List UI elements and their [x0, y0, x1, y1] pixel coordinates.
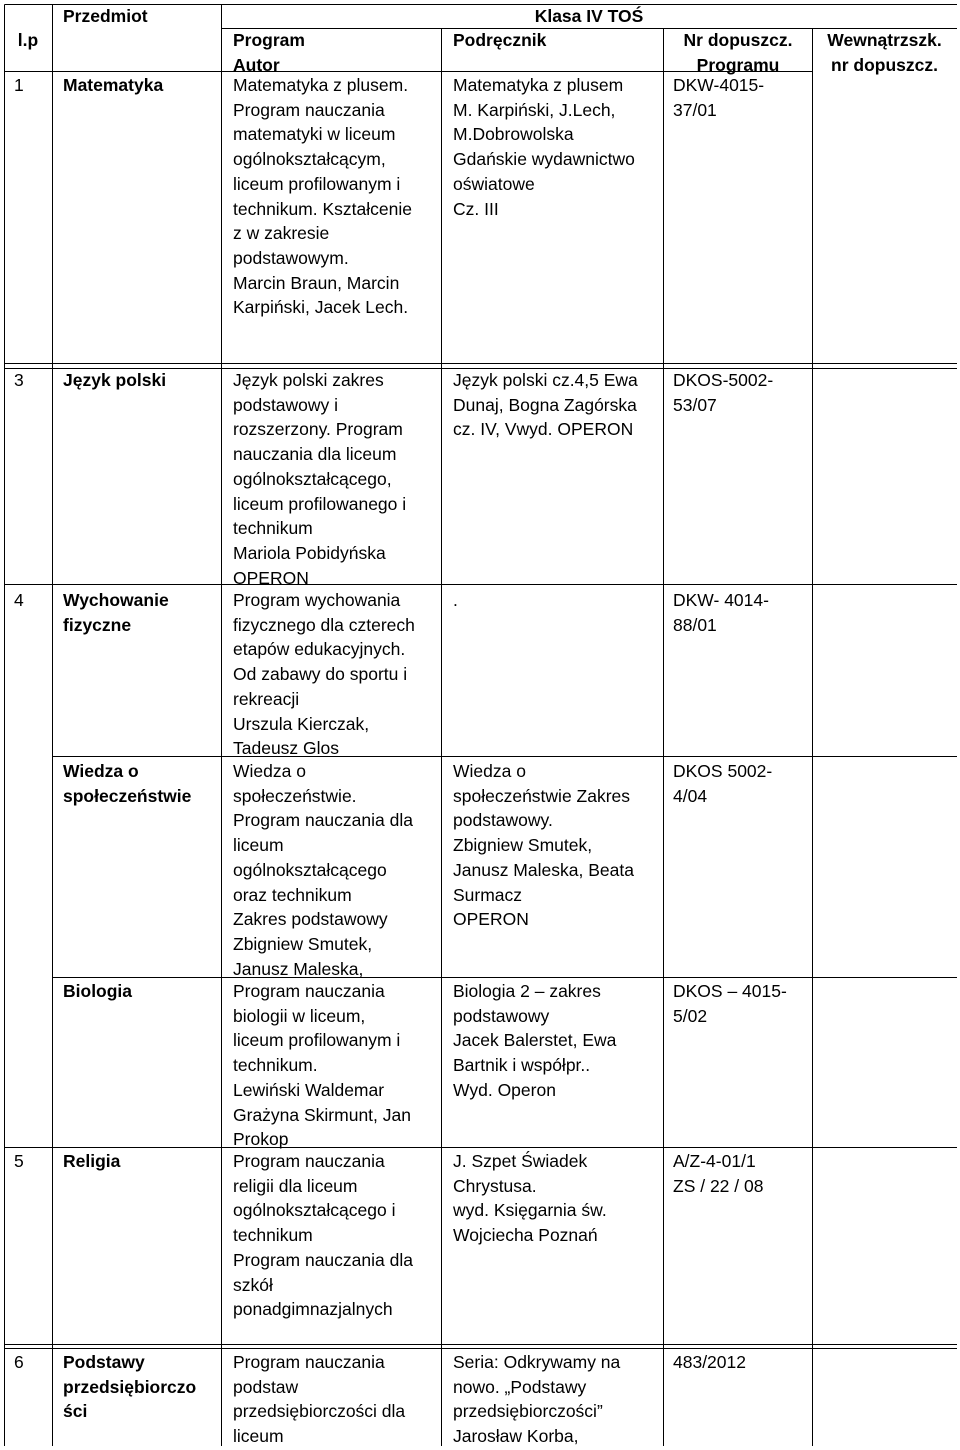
- row-number: 1: [14, 75, 24, 95]
- subject-cell: Biologia: [63, 981, 133, 1001]
- header-internal: Wewnątrzszk. nr dopuszcz.: [827, 30, 942, 75]
- header-textbook: Podręcznik: [453, 30, 547, 50]
- program-cell: Matematyka z plusem. Program nauczania matematyki w liceum ogólnokształcącym, liceum profilowanym i technikum. Kształcenie z w zakresie podstawowym. Marcin Braun, Marcin Karpiński, Jacek Lech.: [233, 75, 412, 318]
- approval-cell: DKOS-5002- 53/07: [673, 370, 774, 415]
- program-cell: Program nauczania podstaw przedsiębiorczości dla liceum: [233, 1352, 406, 1447]
- header-lp: l.p: [17, 30, 39, 50]
- program-cell: Język polski zakres podstawowy i rozszerzony. Program nauczania dla liceum ogólnokształcącego, liceum profilowanego i technikum Mariola Pobidyńska OPERON: [233, 370, 407, 588]
- approval-cell: DKW-4015- 37/01: [673, 75, 765, 120]
- subject-cell: Wiedza o społeczeństwie: [63, 761, 192, 806]
- textbook-cell: Język polski cz.4,5 Ewa Dunaj, Bogna Zagórska cz. IV, Vwyd. OPERON: [453, 370, 638, 440]
- textbook-cell: Wiedza o społeczeństwie Zakres podstawowy. Zbigniew Smutek, Janusz Maleska, Beata Surmacz OPERON: [453, 761, 634, 930]
- program-cell: Program nauczania religii dla liceum ogólnokształcącego i technikum Program nauczania dla szkół ponadgimnazjalnych: [233, 1151, 413, 1320]
- approval-cell: 483/2012: [673, 1352, 746, 1372]
- subject-cell: Religia: [63, 1151, 121, 1171]
- approval-cell: DKOS – 4015- 5/02: [673, 981, 787, 1026]
- document-page: [4, 4, 957, 1446]
- subject-cell: Matematyka: [63, 75, 164, 95]
- header-subject: Przedmiot: [63, 6, 148, 26]
- approval-cell: A/Z-4-01/1 ZS / 22 / 08: [673, 1151, 764, 1196]
- textbook-cell: Seria: Odkrywamy na nowo. „Podstawy przedsiębiorczości” Jarosław Korba,: [453, 1352, 621, 1447]
- header-program: Program Autor: [233, 30, 305, 75]
- textbook-cell: Biologia 2 – zakres podstawowy Jacek Balerstet, Ewa Bartnik i współpr.. Wyd. Operon: [453, 981, 617, 1100]
- approval-cell: DKOS 5002- 4/04: [673, 761, 773, 806]
- program-cell: Program nauczania biologii w liceum, liceum profilowanym i technikum. Lewiński Waldemar Grażyna Skirmunt, Jan Prokop: [233, 981, 411, 1150]
- header-class: Klasa IV TOŚ: [534, 6, 644, 26]
- textbook-cell: Matematyka z plusem M. Karpiński, J.Lech, M.Dobrowolska Gdańskie wydawnictwo oświatowe Cz. III: [453, 75, 635, 219]
- subject-cell: Wychowanie fizyczne: [63, 590, 169, 635]
- subject-cell: Język polski: [63, 370, 167, 390]
- row-number: 5: [14, 1151, 24, 1171]
- subject-cell: Podstawy przedsiębiorczo ści: [63, 1352, 197, 1422]
- row-number: 6: [14, 1352, 24, 1372]
- row-number: 3: [14, 370, 24, 390]
- row-number: 4: [14, 590, 24, 610]
- approval-cell: DKW- 4014- 88/01: [673, 590, 769, 635]
- textbook-cell: .: [453, 590, 458, 610]
- program-cell: Wiedza o społeczeństwie. Program nauczania dla liceum ogólnokształcącego oraz technikum Zakres podstawowy Zbigniew Smutek, Janusz Maleska,: [233, 761, 413, 979]
- program-cell: Program wychowania fizycznego dla czterech etapów edukacyjnych. Od zabawy do sportu i rekreacji Urszula Kierczak, Tadeusz Glos: [233, 590, 415, 759]
- textbook-cell: J. Szpet Świadek Chrystusa. wyd. Księgarnia św. Wojciecha Poznań: [453, 1151, 607, 1246]
- header-approval: Nr dopuszcz. Programu: [683, 30, 793, 75]
